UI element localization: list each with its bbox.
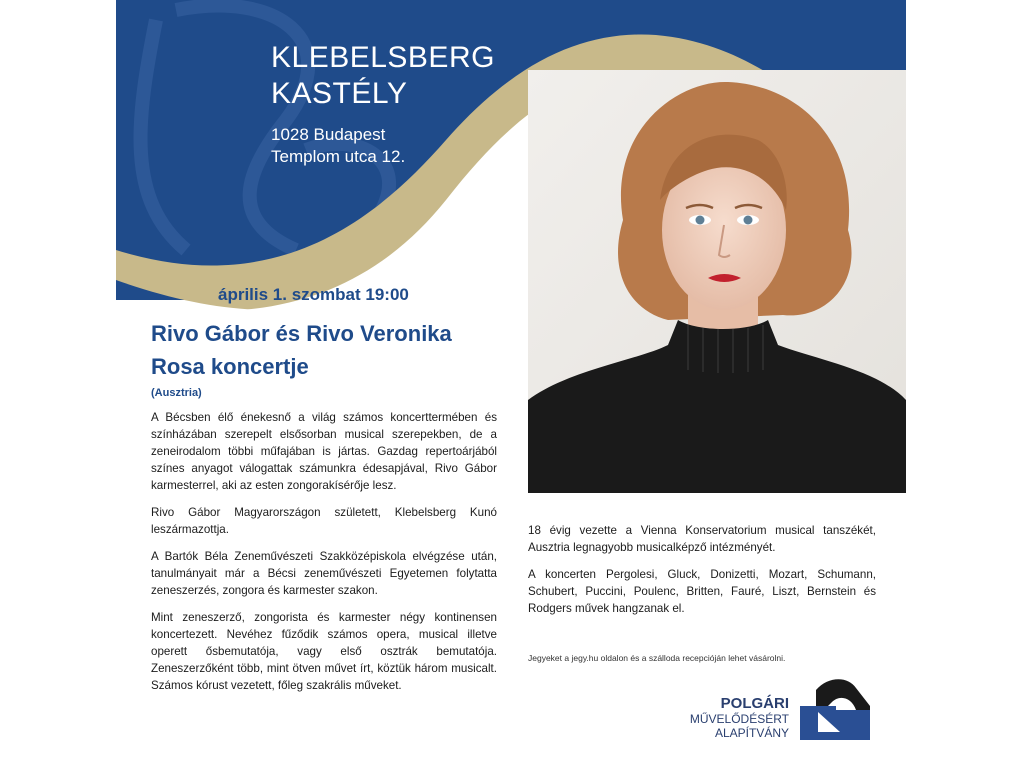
paragraph: Rivo Gábor Magyarországon született, Klebelsberg Kunó leszármazottja. [151,506,497,536]
paragraph: A Bécsben élő énekesnő a világ számos koncerttermében és színházában szerepelt elsősorban musical szerepekben, de a zeneirodalom többi műfajában is jártas. Gazdag repertoárjából színes anyagot válogattak számunkra édesapjával, Rivo Gábor karmesterrel, aki az esten zongorakísérője lesz. [151,411,497,492]
foundation-logo-icon [798,676,874,740]
left-column-text [151,409,497,704]
foundation-logo-text [686,695,789,740]
address-line1: 1028 Budapest [271,125,386,144]
venue-name-line1: KLEBELSBERG [271,41,495,74]
event-date: április 1. szombat 19:00 [218,285,409,304]
venue-address [271,124,405,168]
logo-line3: ALAPÍTVÁNY [714,726,789,740]
portrait-photo [528,70,906,493]
event-origin: (Ausztria) [151,387,202,399]
venue-name-line2: KASTÉLY [271,77,408,110]
paragraph: A koncerten Pergolesi, Gluck, Donizetti, Mozart, Schumann, Schubert, Puccini, Poulenc, Britten, Fauré, Liszt, Bernstein és Rodgers művek hangzanak el. [528,568,876,615]
right-column-text [528,522,876,627]
logo-name: POLGÁRI [720,695,789,712]
ticket-note: Jegyeket a jegy.hu oldalon és a szálloda recepcióján lehet vásárolni. [528,653,786,663]
paragraph: Mint zeneszerző, zongorista és karmester négy kontinensen koncertezett. Nevéhez fűződik számos opera, musical illetve operett ősbemutatója, vagy első osztrák bemutatója. Zeneszerzőként több, mint ötven művet írt, köztük három musicalt. Számos kórust vezetett, főleg szakrális műveket. [151,611,497,692]
address-line2: Templom utca 12. [271,147,406,166]
logo-line2: MŰVELŐDÉSÉRT [689,712,789,726]
paragraph: 18 évig vezette a Vienna Konservatorium musical tanszékét, Ausztria legnagyobb musicalképző intézményét. [528,524,876,554]
paragraph: A Bartók Béla Zeneművészeti Szakközépiskola elvégzése után, tanulmányait már a Bécsi zeneművészeti Egyetemen folytatta zeneszerzés, zongora és karmester szakon. [151,550,497,597]
event-title: Rivo Gábor és Rivo Veronika Rosa koncertje [151,321,452,379]
event-poster [116,0,906,768]
venue-title [271,40,495,112]
